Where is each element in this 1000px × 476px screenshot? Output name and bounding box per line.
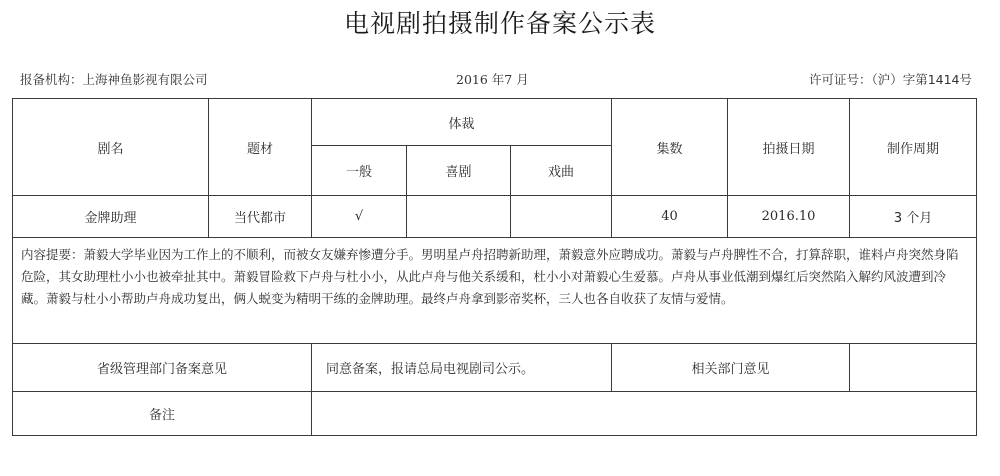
remarks-value: [312, 392, 977, 436]
cell-episodes: 40: [612, 196, 728, 238]
permit-number: 许可证号：（沪）字第1414号: [808, 72, 972, 87]
header-genre-general: 一般: [312, 146, 407, 196]
remarks-label: 备注: [13, 392, 312, 436]
related-opinion-label: 相关部门意见: [612, 344, 850, 392]
filing-date: 2016 年7 月: [456, 72, 529, 87]
cell-genre-general: √: [312, 196, 407, 238]
cell-genre-comedy: [407, 196, 511, 238]
content-summary: 内容提要：萧毅大学毕业因为工作上的不顺利，而被女友嫌弃惨遭分手。男明星卢舟招聘新助理，萧毅意外应聘成功。萧毅与卢舟脾性不合，打算辞职，谁料卢舟突然身陷危险，其女助理杜小小也被牵扯其中。萧毅冒险救下卢舟与杜小小，从此卢舟与他关系缓和，杜小小对萧毅心生爱慕。卢舟从事业低潮到爆红后突然陷入解约风波遭到冷藏。萧毅与杜小小帮助卢舟成功复出，俩人蜕变为精明干练的金牌助理。最终卢舟拿到影帝奖杯，三人也各自收获了友情与爱情。: [13, 238, 977, 344]
related-opinion: [850, 344, 977, 392]
cell-subject: 当代都市: [209, 196, 312, 238]
provincial-opinion: 同意备案，报请总局电视剧司公示。: [312, 344, 612, 392]
cell-shoot-date: 2016.10: [728, 196, 850, 238]
header-period: 制作周期: [850, 99, 977, 196]
remarks-row: [13, 392, 977, 436]
opinion-row: [13, 344, 977, 392]
table-row: [13, 196, 977, 238]
filing-organization: 报备机构：上海神鱼影视有限公司: [20, 72, 208, 87]
cell-period: 3 个月: [850, 196, 977, 238]
cell-genre-opera: [511, 196, 612, 238]
cell-name: 金牌助理: [13, 196, 209, 238]
header-name: 剧名: [13, 99, 209, 196]
filing-table: [12, 98, 977, 436]
header-episodes: 集数: [612, 99, 728, 196]
header-shoot-date: 拍摄日期: [728, 99, 850, 196]
header-genre: 体裁: [312, 99, 612, 146]
provincial-opinion-label: 省级管理部门备案意见: [13, 344, 312, 392]
page-title: 电视剧拍摄制作备案公示表: [343, 9, 656, 38]
header-subject: 题材: [209, 99, 312, 196]
header-genre-comedy: 喜剧: [407, 146, 511, 196]
summary-row: [13, 238, 977, 344]
header-row: [13, 99, 977, 146]
header-genre-opera: 戏曲: [511, 146, 612, 196]
